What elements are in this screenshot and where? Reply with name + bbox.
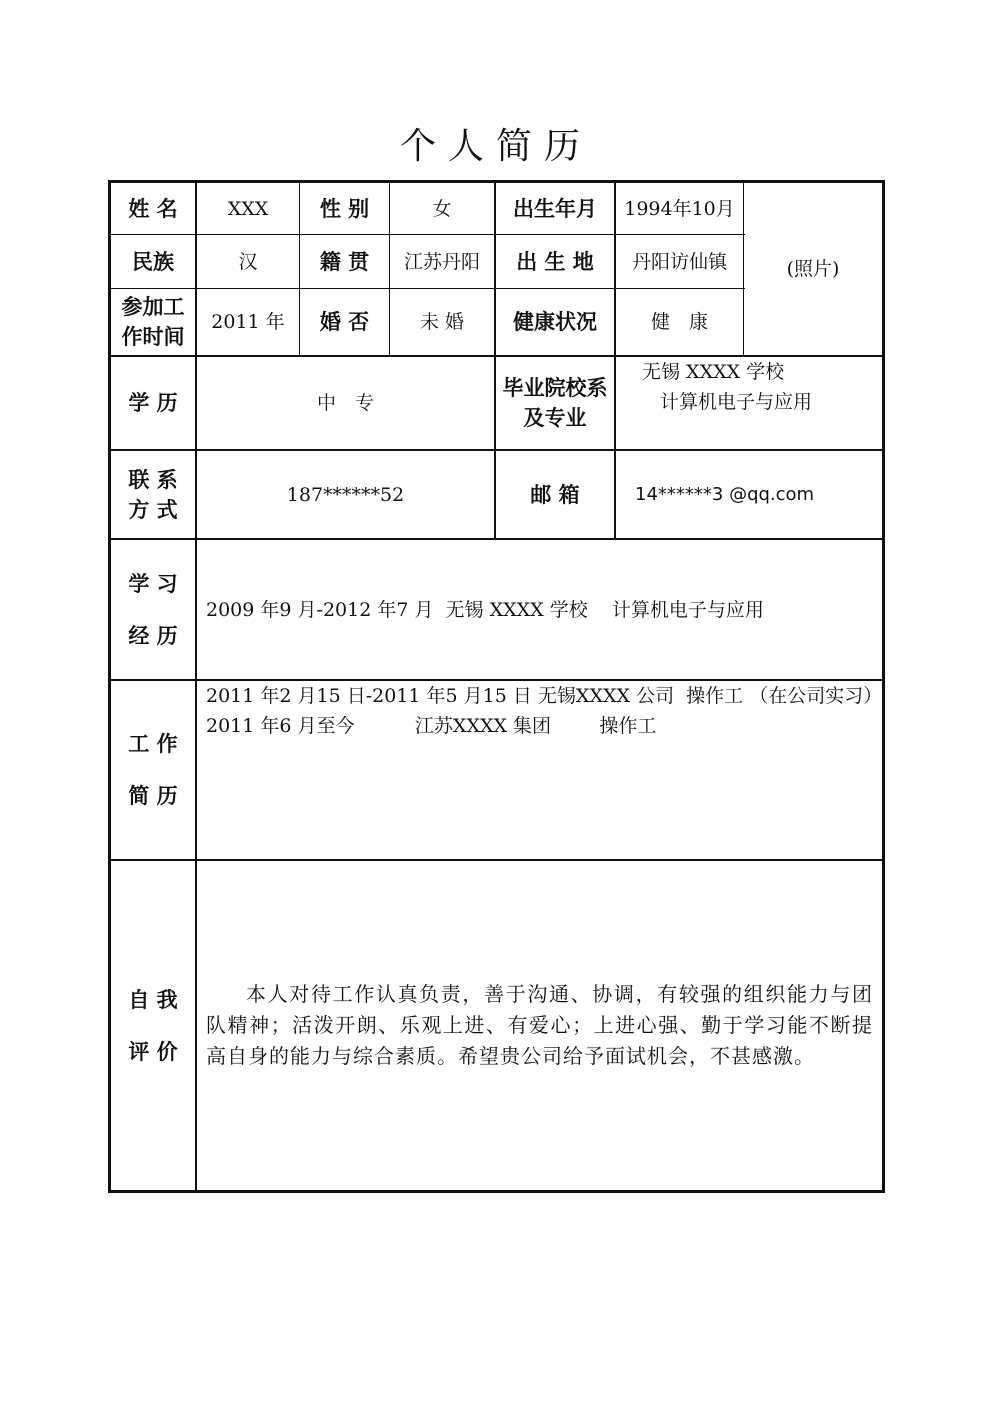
work-entries bbox=[197, 681, 882, 859]
name-label: 姓 名 bbox=[128, 196, 178, 221]
phone-value: 187******52 bbox=[286, 483, 405, 506]
school-label bbox=[496, 357, 614, 449]
name-value: XXX bbox=[227, 197, 269, 220]
contact-label bbox=[111, 451, 195, 538]
self-eval-cell bbox=[197, 861, 882, 1190]
birthplace-label: 出 生 地 bbox=[516, 249, 594, 274]
email-label: 邮 箱 bbox=[530, 482, 580, 507]
school-value bbox=[616, 357, 882, 449]
work-label-line: 工 作 bbox=[128, 732, 178, 756]
marital-label: 婚 否 bbox=[319, 310, 370, 334]
health-value: 健 康 bbox=[650, 311, 708, 333]
school-label-line: 毕业院校系 bbox=[502, 376, 608, 400]
work-start-label bbox=[111, 289, 195, 355]
birth-value: 1994年10月 bbox=[624, 197, 735, 220]
work-start-value: 2011 年 bbox=[211, 311, 285, 333]
work-label-line: 简 历 bbox=[128, 784, 178, 808]
contact-label-line: 联 系 bbox=[128, 467, 178, 492]
health-label: 健康状况 bbox=[513, 310, 597, 334]
self-eval-label bbox=[111, 861, 195, 1190]
photo-placeholder: (照片) bbox=[786, 258, 840, 280]
study-label-line: 经 历 bbox=[128, 623, 178, 648]
self-eval-text: 本人对待工作认真负责，善于沟通、协调，有较强的组织能力与团队精神；活泼开朗、乐观上进、有爱心；上进心强、勤于学习能不断提高自身的能力与综合素质。希望贵公司给予面试机会，不甚感激。 bbox=[206, 982, 873, 1068]
table-border-right bbox=[882, 180, 885, 1193]
work-start-label-line: 作时间 bbox=[121, 325, 185, 349]
email-value: 14******3 @qq.com bbox=[635, 483, 815, 505]
school-label-line: 及专业 bbox=[523, 406, 587, 430]
contact-label-line: 方 式 bbox=[128, 497, 178, 522]
study-label-line: 学 习 bbox=[128, 571, 178, 596]
gender-value: 女 bbox=[432, 197, 452, 220]
study-label bbox=[111, 540, 195, 679]
gender-label: 性 别 bbox=[319, 196, 370, 221]
school-name: 无锡 XXXX 学校 bbox=[642, 361, 785, 383]
native-place-value: 江苏丹阳 bbox=[403, 250, 480, 273]
degree-value: 中 专 bbox=[316, 392, 374, 414]
table-border-bottom bbox=[108, 1190, 885, 1193]
ethnicity-value: 汉 bbox=[238, 250, 258, 273]
ethnicity-label: 民族 bbox=[132, 249, 174, 274]
study-entry: 2009 年9 月-2012 年7 月 无锡 XXXX 学校 计算机电子与应用 bbox=[206, 598, 764, 621]
school-major: 计算机电子与应用 bbox=[660, 391, 813, 413]
work-start-label-line: 参加工 bbox=[121, 295, 185, 319]
birthplace-value: 丹阳访仙镇 bbox=[631, 250, 727, 273]
self-eval-label-line: 自 我 bbox=[128, 987, 178, 1012]
work-label bbox=[111, 681, 195, 859]
degree-label: 学 历 bbox=[128, 391, 178, 415]
native-place-label: 籍 贯 bbox=[319, 249, 370, 274]
marital-value: 未 婚 bbox=[419, 311, 465, 333]
birth-label: 出生年月 bbox=[513, 196, 597, 221]
self-eval-label-line: 评 价 bbox=[128, 1039, 178, 1064]
page-title: 个人简历 bbox=[399, 126, 592, 167]
work-entry: 2011 年6 月至今 江苏XXXX 集团 操作工 bbox=[206, 715, 657, 737]
work-entry: 2011 年2 月15 日-2011 年5 月15 日 无锡XXXX 公司 操作工 （在公司实习） bbox=[206, 685, 883, 707]
